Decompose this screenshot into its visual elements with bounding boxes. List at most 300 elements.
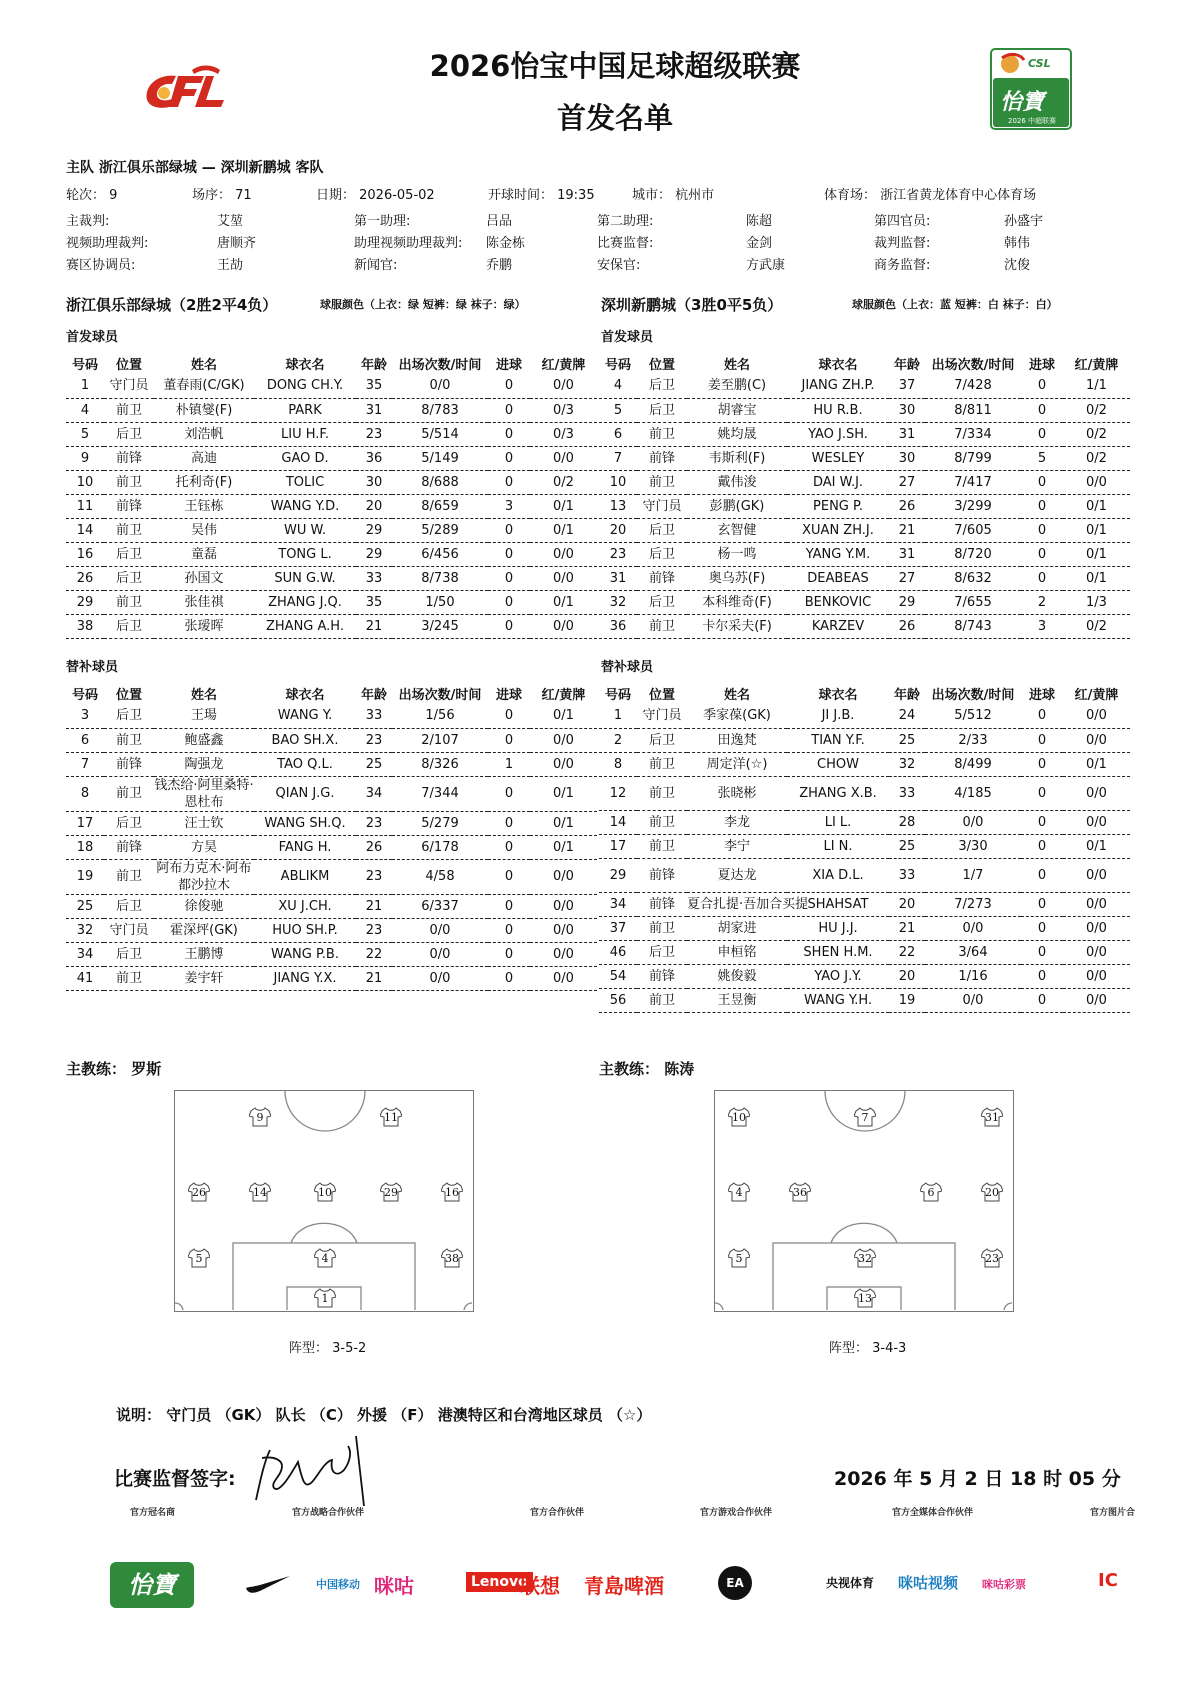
column-header: 球衣名 (818, 357, 858, 373)
csl-logo-text: CSL (1028, 57, 1051, 70)
position: 前卫 (637, 916, 687, 940)
position: 前卫 (637, 810, 687, 834)
cards: 0/3 (530, 422, 597, 446)
jersey-name: BAO SH.X. (254, 728, 356, 752)
jersey-name: YAO J.Y. (787, 964, 889, 988)
appearances-minutes: 0/0 (392, 966, 488, 990)
player-row (66, 728, 597, 752)
goals: 0 (1021, 518, 1063, 542)
away-subs-table (599, 682, 1130, 1013)
goals: 0 (488, 566, 530, 590)
sponsor-photo-partner: IC (1098, 1570, 1118, 1591)
shirt-number: 16 (66, 542, 104, 566)
home-subs-table (66, 682, 597, 991)
player-name: 杨一鸣 (687, 542, 787, 566)
player-name: 霍深坪(GK) (154, 918, 254, 942)
jersey-name: SHEN H.M. (787, 940, 889, 964)
appearances-minutes: 0/0 (925, 810, 1021, 834)
column-header: 出场次数/时间 (931, 687, 1015, 703)
round: 轮次： 9 (66, 188, 118, 203)
age: 21 (356, 894, 392, 918)
appearances-minutes: 8/688 (392, 470, 488, 494)
position: 后卫 (104, 942, 154, 966)
shirt-number: 32 (599, 590, 637, 614)
column-header: 年龄 (893, 687, 920, 703)
appearances-minutes: 5/512 (925, 704, 1021, 728)
official-name: 沈俊 (1004, 258, 1031, 273)
sponsor-cctv-sports: 央视体育 (826, 1576, 875, 1590)
official-name: 方武康 (746, 258, 786, 273)
csl-logo (990, 48, 1072, 130)
position: 守门员 (637, 704, 687, 728)
position: 后卫 (637, 542, 687, 566)
official-name: 孙盛宇 (1004, 214, 1044, 229)
player-row (599, 728, 1130, 752)
goals: 0 (488, 398, 530, 422)
column-header: 位置 (648, 357, 675, 373)
player-shirt-number: 10 (318, 1186, 332, 1199)
home-team-name: 浙江俱乐部绿城（2胜2平4负） (66, 296, 278, 314)
cards: 0/0 (530, 859, 597, 894)
official-name: 乔鹏 (486, 258, 513, 273)
player-name: 周定洋(☆) (687, 752, 787, 776)
player-row (599, 614, 1130, 638)
goals: 0 (488, 859, 530, 894)
jersey-name: TIAN Y.F. (787, 728, 889, 752)
appearances-minutes: 1/56 (392, 704, 488, 728)
player-row (66, 704, 597, 728)
shirt-number: 9 (66, 446, 104, 470)
player-row (599, 892, 1130, 916)
appearances-minutes: 7/655 (925, 590, 1021, 614)
sponsor-migu-video: 咪咕视频 (898, 1574, 959, 1592)
player-row (599, 776, 1130, 810)
position: 后卫 (104, 542, 154, 566)
player-row (599, 374, 1130, 398)
jersey-name: YANG Y.M. (787, 542, 889, 566)
position: 后卫 (637, 940, 687, 964)
age: 27 (889, 470, 925, 494)
column-header: 姓名 (190, 357, 217, 373)
player-shirt-number: 14 (253, 1186, 267, 1199)
column-header: 位置 (115, 687, 142, 703)
sponsor-migu: 咪咕 (374, 1574, 414, 1598)
sponsor-ea-logo: EA (718, 1566, 752, 1600)
official-name: 唐顺齐 (217, 236, 257, 251)
shirt-number: 54 (599, 964, 637, 988)
jersey-name: XU J.CH. (254, 894, 356, 918)
column-header: 号码 (71, 687, 98, 703)
player-row (599, 858, 1130, 892)
appearances-minutes: 1/7 (925, 858, 1021, 892)
position: 后卫 (104, 614, 154, 638)
shirt-number: 31 (599, 566, 637, 590)
player-name: 王瑒 (154, 704, 254, 728)
position: 前卫 (637, 776, 687, 810)
player-name: 姜至鹏(C) (687, 374, 787, 398)
official-role-label: 主裁判: (66, 214, 110, 229)
position: 前卫 (104, 470, 154, 494)
jersey-name: HUO SH.P. (254, 918, 356, 942)
goals: 0 (488, 470, 530, 494)
column-header: 出场次数/时间 (398, 687, 482, 703)
column-header: 进球 (1028, 357, 1055, 373)
appearances-minutes: 6/178 (392, 835, 488, 859)
goals: 0 (1021, 398, 1063, 422)
age: 21 (889, 518, 925, 542)
appearances-minutes: 8/499 (925, 752, 1021, 776)
goals: 0 (488, 776, 530, 811)
player-name: 董春雨(C/GK) (154, 374, 254, 398)
player-row (599, 834, 1130, 858)
nike-swoosh-icon (244, 1572, 292, 1596)
cards: 0/0 (1063, 776, 1130, 810)
player-name: 彭鹏(GK) (687, 494, 787, 518)
sponsor-lenovo: Lenovo (466, 1572, 533, 1592)
cards: 0/3 (530, 398, 597, 422)
cards: 0/0 (530, 918, 597, 942)
cards: 0/0 (1063, 892, 1130, 916)
player-row (599, 752, 1130, 776)
appearances-minutes: 7/334 (925, 422, 1021, 446)
shirt-number: 34 (599, 892, 637, 916)
player-row (66, 494, 597, 518)
player-shirt-number: 5 (195, 1252, 203, 1265)
goals: 0 (1021, 964, 1063, 988)
cards: 0/1 (530, 590, 597, 614)
jersey-name: SHAHSAT (787, 892, 889, 916)
column-header: 号码 (604, 687, 631, 703)
goals: 3 (488, 494, 530, 518)
shirt-number: 8 (66, 776, 104, 811)
cards: 0/0 (1063, 940, 1130, 964)
jersey-name: WANG Y.D. (254, 494, 356, 518)
goals: 0 (488, 446, 530, 470)
column-header: 号码 (604, 357, 631, 373)
column-header: 号码 (71, 357, 98, 373)
csl-logo-year: 2026 中超联赛 (1008, 117, 1057, 125)
column-header: 年龄 (893, 357, 920, 373)
age: 23 (356, 728, 392, 752)
goals: 0 (488, 894, 530, 918)
player-row (66, 894, 597, 918)
position: 后卫 (637, 590, 687, 614)
goals: 2 (1021, 590, 1063, 614)
position: 前卫 (637, 988, 687, 1012)
table-header-row (66, 352, 597, 374)
official-role-label: 视频助理裁判: (66, 236, 149, 251)
cards: 0/2 (1063, 398, 1130, 422)
jersey-name: YAO J.SH. (787, 422, 889, 446)
player-name: 吴伟 (154, 518, 254, 542)
goals: 1 (488, 752, 530, 776)
goals: 0 (488, 811, 530, 835)
position: 前锋 (637, 566, 687, 590)
goals: 0 (1021, 728, 1063, 752)
age: 23 (356, 811, 392, 835)
player-shirt-number: 31 (985, 1111, 999, 1124)
jersey-name: WESLEY (787, 446, 889, 470)
player-row (66, 590, 597, 614)
cards: 0/0 (530, 752, 597, 776)
age: 35 (356, 590, 392, 614)
player-row (66, 966, 597, 990)
cards: 0/0 (530, 894, 597, 918)
age: 22 (356, 942, 392, 966)
player-row (599, 446, 1130, 470)
shirt-number: 14 (599, 810, 637, 834)
position: 前卫 (104, 590, 154, 614)
home-subs-label: 替补球员 (66, 660, 119, 675)
appearances-minutes: 7/428 (925, 374, 1021, 398)
appearances-minutes: 5/289 (392, 518, 488, 542)
official-role-label: 赛区协调员: (66, 258, 136, 273)
appearances-minutes: 4/185 (925, 776, 1021, 810)
player-row (66, 776, 597, 811)
goals: 5 (1021, 446, 1063, 470)
shirt-number: 17 (599, 834, 637, 858)
position: 前卫 (637, 422, 687, 446)
age: 33 (889, 776, 925, 810)
position: 前卫 (104, 859, 154, 894)
column-header: 红/黄牌 (1074, 687, 1119, 703)
shirt-number: 38 (66, 614, 104, 638)
sponsor-category: 官方全媒体合作伙伴 (892, 1508, 974, 1518)
player-name: 姚俊毅 (687, 964, 787, 988)
appearances-minutes: 5/514 (392, 422, 488, 446)
cards: 0/0 (530, 566, 597, 590)
jersey-name: JI J.B. (787, 704, 889, 728)
player-row (66, 811, 597, 835)
cards: 0/1 (530, 835, 597, 859)
player-row (599, 988, 1130, 1012)
cards: 0/0 (1063, 810, 1130, 834)
age: 26 (356, 835, 392, 859)
player-name: 本科维奇(F) (687, 590, 787, 614)
age: 30 (889, 446, 925, 470)
column-header: 出场次数/时间 (398, 357, 482, 373)
player-shirt-number: 36 (793, 1186, 807, 1199)
player-row (66, 470, 597, 494)
player-shirt-number: 20 (985, 1186, 999, 1199)
player-row (66, 422, 597, 446)
supervisor-signature (252, 1432, 382, 1508)
appearances-minutes: 8/783 (392, 398, 488, 422)
age: 28 (889, 810, 925, 834)
sponsor-category: 官方图片合 (1090, 1508, 1136, 1518)
player-shirt-number: 6 (927, 1186, 935, 1199)
column-header: 年龄 (360, 687, 387, 703)
position: 前卫 (637, 834, 687, 858)
age: 34 (356, 776, 392, 811)
official-role-label: 新闻官: (354, 258, 398, 273)
appearances-minutes: 5/149 (392, 446, 488, 470)
goals: 0 (1021, 940, 1063, 964)
away-kit-colors: 球服颜色（上衣：蓝 短裤：白 袜子：白） (852, 298, 1058, 311)
cards: 0/1 (530, 704, 597, 728)
position: 前卫 (637, 470, 687, 494)
goals: 0 (1021, 374, 1063, 398)
jersey-name: HU J.J. (787, 916, 889, 940)
player-row (66, 374, 597, 398)
official-role-label: 比赛监督: (597, 236, 654, 251)
away-starters-table (599, 352, 1130, 639)
appearances-minutes: 7/417 (925, 470, 1021, 494)
player-shirt-number: 10 (732, 1111, 746, 1124)
sponsor-category: 官方合作伙伴 (530, 1508, 585, 1518)
age: 27 (889, 566, 925, 590)
age: 25 (889, 834, 925, 858)
cards: 0/1 (1063, 518, 1130, 542)
column-header: 位置 (115, 357, 142, 373)
appearances-minutes: 2/107 (392, 728, 488, 752)
column-header: 姓名 (723, 687, 750, 703)
column-header: 红/黄牌 (541, 357, 586, 373)
goals: 0 (488, 518, 530, 542)
cards: 0/0 (530, 446, 597, 470)
sponsor-lenovo-cn: 联想 (520, 1574, 560, 1598)
shirt-number: 8 (599, 752, 637, 776)
jersey-name: TONG L. (254, 542, 356, 566)
sponsor-logos (0, 1560, 1190, 1620)
sponsor-categories (0, 1505, 1190, 1525)
player-name: 童磊 (154, 542, 254, 566)
position: 前卫 (104, 398, 154, 422)
home-formation: 阵型： 3-5-2 (289, 1341, 367, 1356)
page-title: 2026怡宝中国足球超级联赛 (429, 49, 801, 83)
player-shirt-number: 4 (735, 1186, 743, 1199)
column-header: 球衣名 (285, 687, 325, 703)
column-header: 红/黄牌 (541, 687, 586, 703)
shirt-number: 11 (66, 494, 104, 518)
shirt-number: 29 (66, 590, 104, 614)
player-name: 李宁 (687, 834, 787, 858)
player-name: 托利奇(F) (154, 470, 254, 494)
player-row (66, 752, 597, 776)
appearances-minutes: 6/337 (392, 894, 488, 918)
cards: 0/0 (530, 614, 597, 638)
column-header: 进球 (1028, 687, 1055, 703)
appearances-minutes: 8/659 (392, 494, 488, 518)
cards: 0/0 (530, 542, 597, 566)
city: 城市： 杭州市 (632, 188, 715, 203)
player-row (66, 918, 597, 942)
player-shirt-number: 32 (858, 1252, 872, 1265)
jersey-name: PENG P. (787, 494, 889, 518)
jersey-name: JIANG Y.X. (254, 966, 356, 990)
age: 21 (356, 966, 392, 990)
appearances-minutes: 0/0 (925, 916, 1021, 940)
away-formation: 阵型： 3-4-3 (829, 1341, 907, 1356)
official-name: 陈超 (746, 214, 773, 229)
jersey-name: DAI W.J. (787, 470, 889, 494)
jersey-name: WANG Y. (254, 704, 356, 728)
player-name: 夏达龙 (687, 858, 787, 892)
matchup: 主队 浙江俱乐部绿城 — 深圳新鹏城 客队 (66, 160, 324, 176)
away-coach: 主教练： 陈涛 (599, 1060, 695, 1078)
player-name: 阿布力克木·阿布都沙拉木 (154, 859, 254, 894)
age: 29 (356, 542, 392, 566)
player-name: 姜宇轩 (154, 966, 254, 990)
player-shirt-number: 38 (445, 1252, 459, 1265)
cards: 0/2 (1063, 446, 1130, 470)
age: 29 (356, 518, 392, 542)
goals: 0 (488, 422, 530, 446)
shirt-number: 7 (599, 446, 637, 470)
age: 33 (356, 704, 392, 728)
shirt-number: 20 (599, 518, 637, 542)
player-shirt-number: 16 (445, 1186, 459, 1199)
position: 后卫 (637, 728, 687, 752)
player-name: 韦斯利(F) (687, 446, 787, 470)
cards: 0/2 (1063, 614, 1130, 638)
cards: 0/1 (1063, 494, 1130, 518)
player-row (599, 964, 1130, 988)
age: 24 (889, 704, 925, 728)
player-name: 汪士钦 (154, 811, 254, 835)
player-name: 胡家进 (687, 916, 787, 940)
sponsor-category: 官方冠名商 (130, 1508, 176, 1518)
goals: 0 (488, 542, 530, 566)
shirt-number: 25 (66, 894, 104, 918)
jersey-name: KARZEV (787, 614, 889, 638)
official-name: 陈金栋 (486, 236, 526, 251)
jersey-name: TOLIC (254, 470, 356, 494)
jersey-name: CHOW (787, 752, 889, 776)
player-shirt-number: 11 (384, 1111, 398, 1124)
player-name: 张瑷晖 (154, 614, 254, 638)
cards: 0/1 (530, 494, 597, 518)
home-kit-colors: 球服颜色（上衣：绿 短裤：绿 袜子：绿） (320, 298, 526, 311)
age: 21 (889, 916, 925, 940)
player-shirt-number: 4 (321, 1252, 329, 1265)
player-name: 卡尔采夫(F) (687, 614, 787, 638)
position: 守门员 (104, 918, 154, 942)
player-row (66, 835, 597, 859)
age: 33 (356, 566, 392, 590)
column-header: 球衣名 (285, 357, 325, 373)
appearances-minutes: 8/811 (925, 398, 1021, 422)
cards: 0/0 (530, 966, 597, 990)
age: 33 (889, 858, 925, 892)
age: 32 (889, 752, 925, 776)
player-name: 王鹏博 (154, 942, 254, 966)
table-header-row (599, 352, 1130, 374)
appearances-minutes: 2/33 (925, 728, 1021, 752)
age: 31 (889, 422, 925, 446)
shirt-number: 5 (599, 398, 637, 422)
appearances-minutes: 8/632 (925, 566, 1021, 590)
official-role-label: 安保官: (597, 258, 641, 273)
official-name: 王劼 (217, 258, 244, 273)
age: 23 (356, 918, 392, 942)
player-name: 奥乌苏(F) (687, 566, 787, 590)
jersey-name: TAO Q.L. (254, 752, 356, 776)
age: 29 (889, 590, 925, 614)
player-shirt-number: 29 (384, 1186, 398, 1199)
sponsor-category: 官方战略合作伙伴 (292, 1508, 365, 1518)
player-row (66, 942, 597, 966)
appearances-minutes: 0/0 (925, 988, 1021, 1012)
player-name: 张佳祺 (154, 590, 254, 614)
age: 20 (889, 892, 925, 916)
goals: 0 (1021, 892, 1063, 916)
shirt-number: 46 (599, 940, 637, 964)
goals: 0 (488, 942, 530, 966)
position: 前锋 (637, 446, 687, 470)
column-header: 红/黄牌 (1074, 357, 1119, 373)
cards: 1/3 (1063, 590, 1130, 614)
